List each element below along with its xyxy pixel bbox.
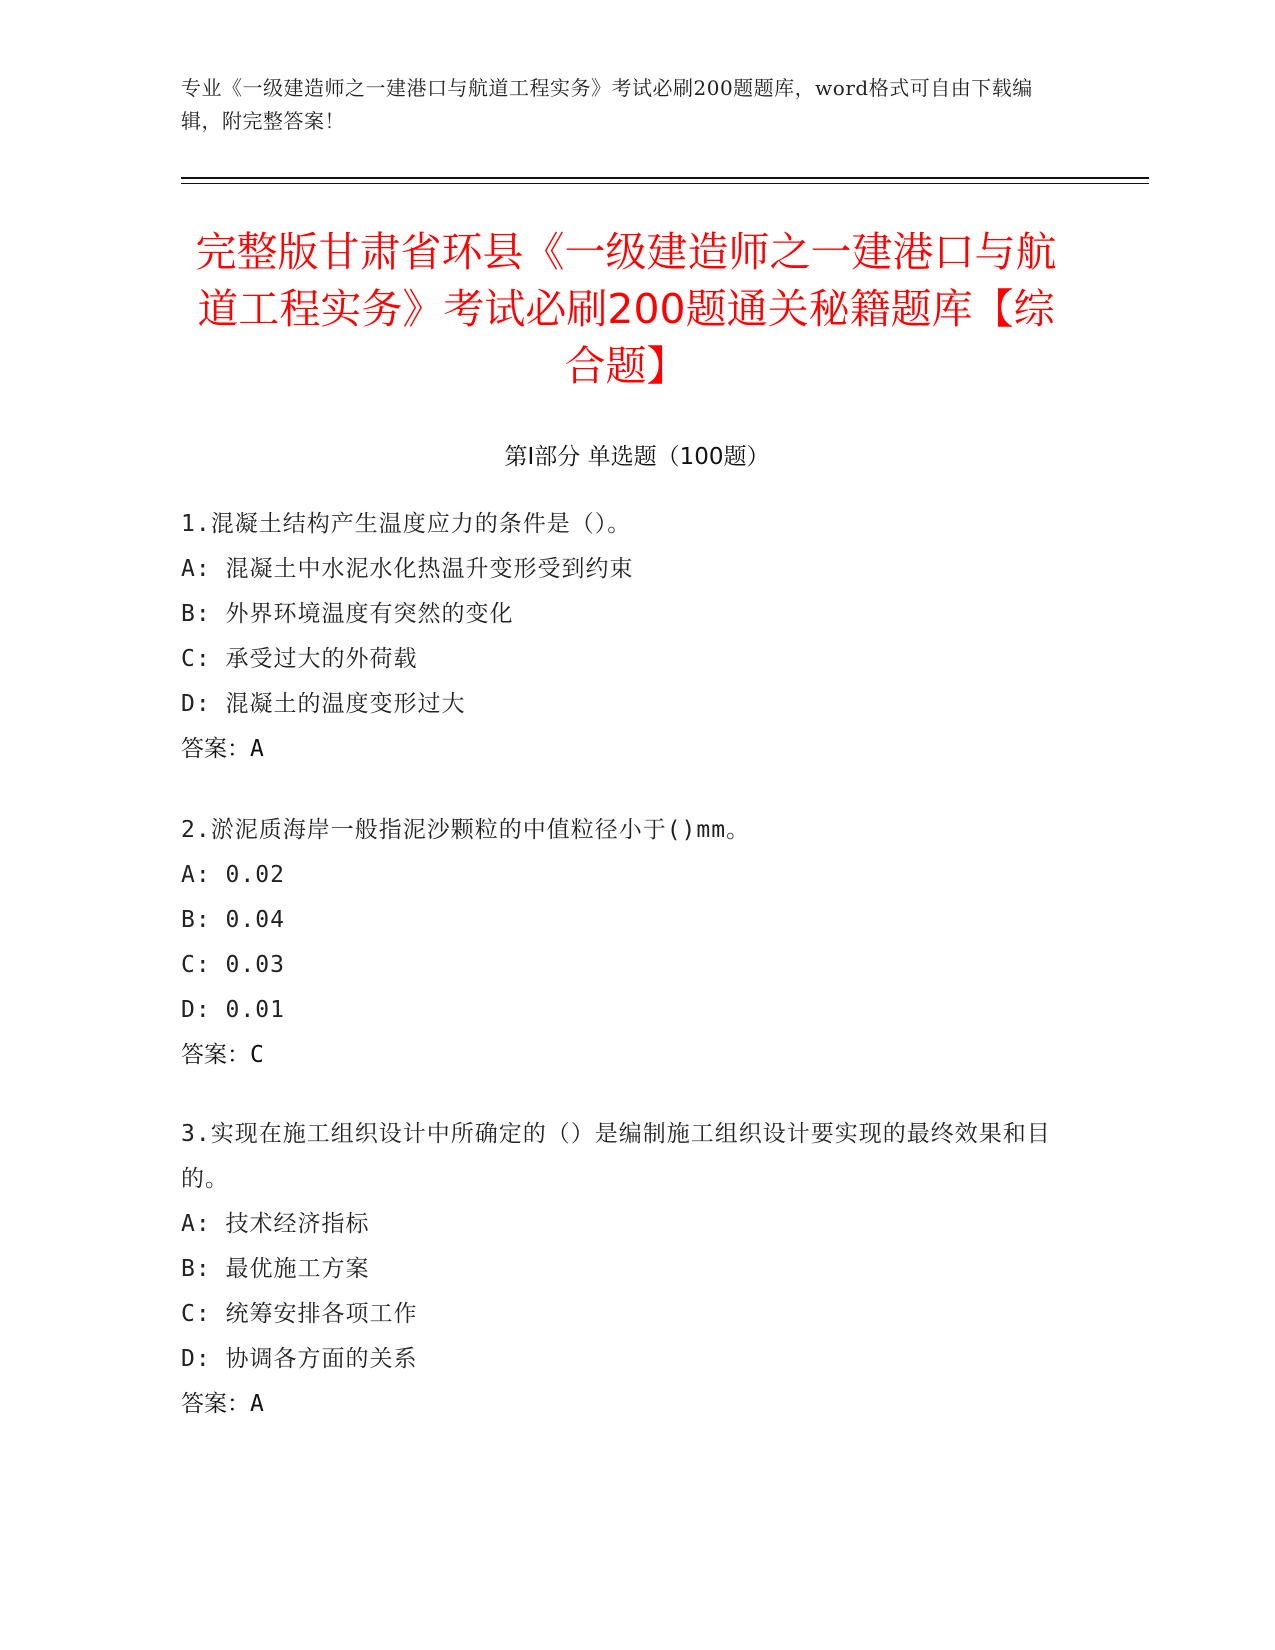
answer-line [181, 1033, 1051, 1078]
header-rule-thick [181, 177, 1149, 179]
question-2 [181, 808, 1051, 1078]
option-d: D: 协调各方面的关系 [181, 1346, 418, 1372]
option-d: D: 0.01 [181, 997, 285, 1023]
answer-label: 答案： [181, 736, 250, 762]
option-c: C: 统筹安排各项工作 [181, 1301, 418, 1327]
question-stem: 2.淤泥质海岸一般指泥沙颗粒的中值粒径小于()mm。 [181, 817, 751, 843]
document-title: 完整版甘肃省环县《一级建造师之一建港口与航道工程实务》考试必刷200题通关秘籍题库【综合题】 [195, 228, 1057, 390]
answer-line [181, 727, 1051, 772]
question-stem: 1.混凝土结构产生温度应力的条件是（）。 [181, 511, 632, 537]
option-a: A: 0.02 [181, 862, 285, 888]
answer-label: 答案： [181, 1391, 250, 1417]
question-1 [181, 502, 1051, 772]
answer-value: A [250, 736, 264, 762]
option-b: B: 最优施工方案 [181, 1256, 370, 1282]
answer-value: A [250, 1391, 264, 1417]
option-c: C: 0.03 [181, 952, 285, 978]
question-stem: 3.实现在施工组织设计中所确定的（）是编制施工组织设计要实现的最终效果和目的。 [181, 1121, 1051, 1192]
question-3 [181, 1112, 1051, 1427]
header-rule-thin [181, 183, 1149, 184]
answer-label: 答案： [181, 1042, 250, 1068]
option-c: C: 承受过大的外荷载 [181, 646, 418, 672]
option-a: A: 技术经济指标 [181, 1211, 370, 1237]
answer-value: C [250, 1042, 264, 1068]
option-b: B: 0.04 [181, 907, 285, 933]
answer-line [181, 1382, 1051, 1427]
option-b: B: 外界环境温度有突然的变化 [181, 601, 514, 627]
option-d: D: 混凝土的温度变形过大 [181, 691, 466, 717]
option-a: A: 混凝土中水泥水化热温升变形受到约束 [181, 556, 634, 582]
header-note: 专业《一级建造师之一建港口与航道工程实务》考试必刷200题题库，word格式可自由下载编辑，附完整答案！ [181, 76, 1033, 133]
section-heading: 第I部分 单选题（100题） [504, 444, 770, 470]
